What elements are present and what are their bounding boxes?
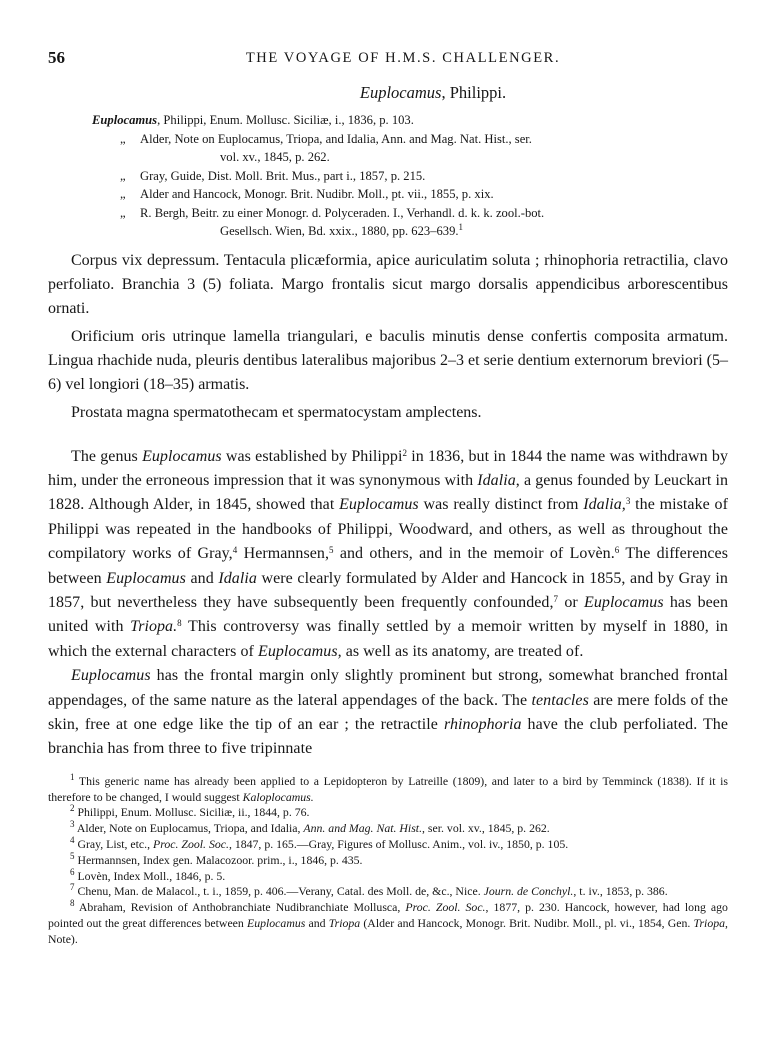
body-text: [48, 445, 728, 762]
synonymy-entry: [48, 130, 728, 149]
footnote: $^7$ Chenu, Man. de Malacol., t. i., 1859, p. 406.—Verany, Catal. des Moll. de, &c., Nice. Journ. de Conchyl., t. iv., 1853, p. 386.: [70, 882, 668, 899]
ditto-mark: „: [120, 205, 126, 220]
footnote-ref: 7: [553, 593, 559, 604]
footnote: $^1$ This generic name has already been applied to a Lepidopteron by Latreille (1809), and later to a bird by Temminck (1838). If it is therefore to be changed, I would suggest Kaloplocamus.: [48, 771, 728, 804]
synonymy-entry: [48, 111, 728, 130]
diagnosis-paragraph: Corpus vix depressum. Tentacula plicæformia, apice auriculatim soluta ; rhinophoria retractilia, clavo perfoliato. Branchia 3 (5) foliata. Margo frontalis sicut margo dorsalis appendicibus arborescentibus ornati.: [48, 251, 728, 317]
genus-heading: [48, 83, 728, 103]
ditto-mark: „: [120, 187, 126, 201]
synonym-citation: , Philippi, Enum. Mollusc. Siciliæ, i., 1836, p. 103.: [157, 113, 414, 127]
synonym-citation: Alder and Hancock, Monogr. Brit. Nudibr. Moll., pt. vii., 1855, p. xix.: [140, 187, 494, 201]
ditto-mark: „: [120, 168, 126, 183]
synonym-name: Euplocamus: [92, 113, 158, 127]
footnote: $^3$ Alder, Note on Euplocamus, Triopa, and Idalia, Ann. and Mag. Nat. Hist., ser. vol. xv., 1845, p. 262.: [70, 819, 550, 836]
footnote: $^2$ Philippi, Enum. Mollusc. Siciliæ, ii., 1844, p. 76.: [70, 803, 310, 820]
synonymy-entry: [48, 185, 728, 204]
footnote-ref: 5: [329, 545, 334, 556]
diagnosis-paragraph: Prostata magna spermatothecam et spermatocystam amplectens.: [71, 403, 482, 421]
synonym-citation-continued: [48, 222, 728, 241]
footnotes: [48, 771, 728, 948]
synonym-citation: Gray, Guide, Dist. Moll. Brit. Mus., part i., 1857, p. 215.: [140, 168, 426, 183]
diagnosis-paragraph: Orificium oris utrinque lamella triangulari, e baculis minutis dense confertis composita armatum. Lingua rhachide nuda, pleuris dentibus lateralibus majoribus 2–3 et serie dentium externorum breviori (5–6) vel longiori (18–35) armatis.: [48, 327, 728, 393]
ditto-mark: „: [120, 131, 126, 146]
footnote-ref: 2: [402, 447, 408, 458]
body-paragraph: The genus Euplocamus was established by Philippi$^2$ in 1836, but in 1844 the name was withdrawn by him, under the erroneous impression that it was synonymous with Idalia, a genus founded by Leuckart in 1828. Although Alder, in 1845, showed that Euplocamus was really distinct from Idalia,$^3$ the mistake of Philippi was repeated in the handbooks of Philippi, Woodward, and others, as well as throughout the compilatory works of Gray,$^4$ Hermannsen,$^5$ and others, and in the memoir of Lovèn.$^6$ The differences between Euplocamus and Idalia were clearly formulated by Alder and Hancock in 1855, and by Gray in 1857, but nevertheless they have subsequently been frequently confounded,$^7$ or Euplocamus has been united with Triopa.$^8$ This controversy was finally settled by a memoir written by myself in 1880, in which the external characters of Euplocamus, as well as its anatomy, are treated of.: [48, 447, 728, 660]
synonym-citation: Alder, Note on Euplocamus, Triopa, and Idalia, Ann. and Mag. Nat. Hist., ser.: [140, 131, 532, 146]
latin-diagnosis: [48, 249, 728, 425]
page-number: 56: [48, 48, 65, 67]
footnote: $^5$ Hermannsen, Index gen. Malacozoor. prim., i., 1846, p. 435.: [70, 850, 363, 867]
footnote: $^4$ Gray, List, etc., Proc. Zool. Soc., 1847, p. 165.—Gray, Figures of Mollusc. Anim., vol. iv., 1850, p. 105.: [70, 834, 569, 851]
running-title: THE VOYAGE OF H.M.S. CHALLENGER.: [245, 50, 561, 66]
synonymy-entry: [48, 167, 728, 186]
synonym-citation-text: Gesellsch. Wien, Bd. xxix., 1880, pp. 623–639.: [220, 224, 459, 238]
footnote-ref: 3: [625, 496, 631, 507]
page-header: [48, 42, 728, 66]
footnote-ref: 8: [177, 618, 182, 629]
footnote: $^6$ Lovèn, Index Moll., 1846, p. 5.: [70, 866, 226, 883]
footnote-ref: 1: [458, 222, 464, 232]
footnote-ref: 6: [614, 545, 620, 556]
genus-name: Euplocamus: [359, 83, 442, 102]
synonymy-entry: [48, 204, 728, 223]
footnote: $^8$ Abraham, Revision of Anthobranchiate Nudibranchiate Mollusca, Proc. Zool. Soc., 1877, p. 230. Hancock, however, had long ago pointed out the great differences between Euplocamus and Triopa (Alder and Hancock, Monogr. Brit. Nudibr. Moll., pl. vi., 1854, Gen. Triopa, Note).: [48, 898, 728, 946]
footnote-ref: 4: [232, 545, 238, 556]
synonym-citation: R. Bergh, Beitr. zu einer Monogr. d. Polyceraden. I., Verhandl. d. k. k. zool.-bot.: [140, 205, 545, 220]
synonymy-list: [48, 111, 728, 241]
body-paragraph: Euplocamus has the frontal margin only slightly prominent but strong, somewhat branched frontal appendages, of the same nature as the lateral appendages of the back. The tentacles are mere folds of the skin, free at one edge like the tip of an ear ; the retractile rhinophoria have the club perfoliated. The branchia has from three to five tripinnate: [48, 667, 729, 758]
synonym-citation-continued: vol. xv., 1845, p. 262.: [220, 150, 330, 164]
genus-author: , Philippi.: [441, 83, 507, 102]
